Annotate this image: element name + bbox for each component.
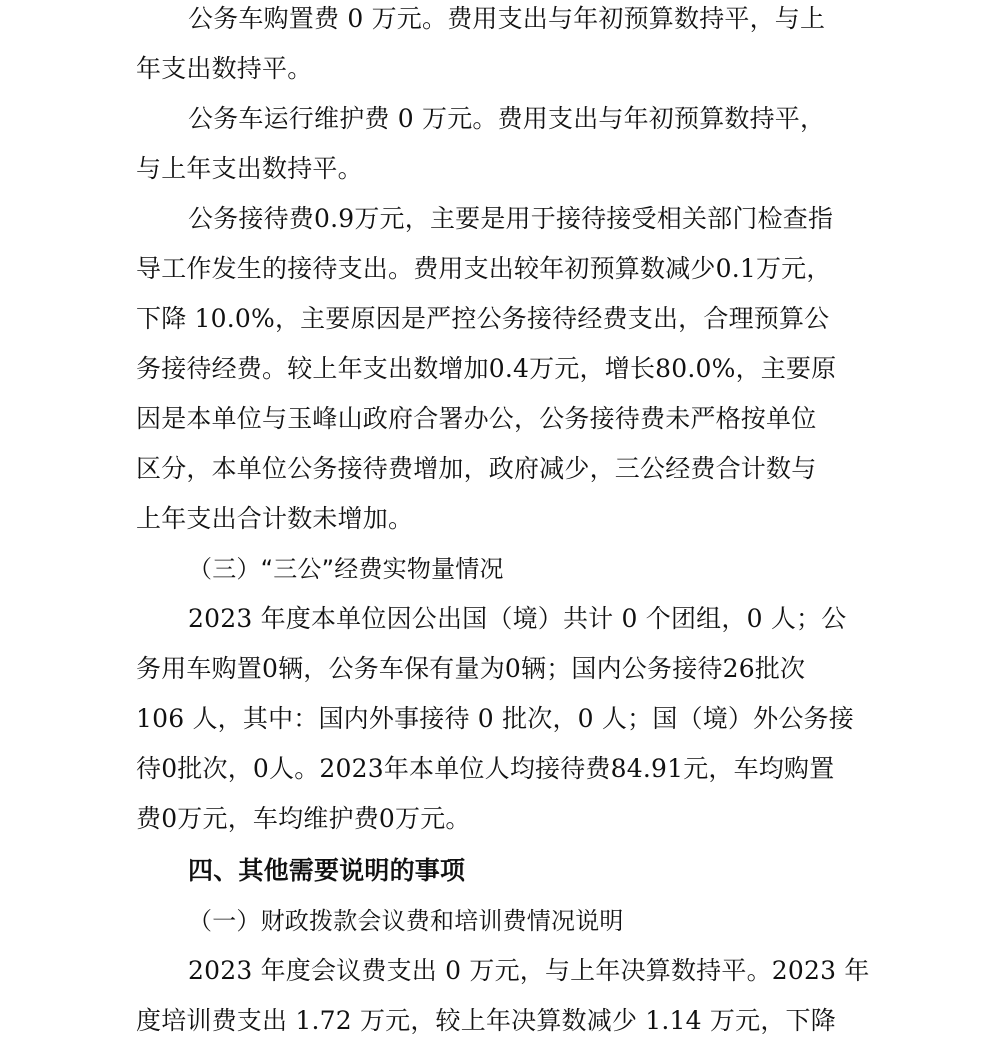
section-heading	[0, 846, 1000, 896]
paragraph-text: 2023 年度本单位因公出国（境）共计 0 个团组，0 人；公	[188, 604, 847, 633]
text-line	[0, 996, 1000, 1046]
text-line	[0, 94, 1000, 144]
subheading-text: （一）财政拨款会议费和培训费情况说明	[188, 907, 624, 935]
paragraph-text: 上年支出合计数未增加。	[136, 504, 414, 533]
text-line	[0, 0, 1000, 44]
text-line	[0, 194, 1000, 244]
paragraph-text: 106 人，其中：国内外事接待 0 批次，0 人；国（境）外公务接	[136, 704, 854, 733]
section-subheading	[0, 896, 1000, 946]
subheading-text: （三）“三公”经费实物量情况	[188, 555, 504, 583]
text-line	[0, 44, 1000, 94]
paragraph-text: 度培训费支出 1.72 万元，较上年决算数减少 1.14 万元，下降	[136, 1006, 836, 1035]
text-line	[0, 946, 1000, 996]
text-line	[0, 144, 1000, 194]
text-line	[0, 594, 1000, 644]
paragraph-text: 年支出数持平。	[136, 54, 313, 83]
paragraph-text: 公务车购置费 0 万元。费用支出与年初预算数持平，与上	[188, 4, 826, 33]
paragraph-text: 与上年支出数持平。	[136, 154, 363, 183]
paragraph-text: 务接待经费。较上年支出数增加0.4万元，增长80.0%，主要原	[136, 354, 837, 383]
paragraph-text: 区分，本单位公务接待费增加，政府减少，三公经费合计数与	[136, 454, 817, 483]
text-line	[0, 394, 1000, 444]
paragraph-text: 因是本单位与玉峰山政府合署办公，公务接待费未严格按单位	[136, 404, 817, 433]
paragraph-text: 2023 年度会议费支出 0 万元，与上年决算数持平。2023 年	[188, 956, 870, 985]
paragraph-text: 导工作发生的接待支出。费用支出较年初预算数减少0.1万元，	[136, 254, 832, 283]
paragraph-text: 公务接待费0.9万元，主要是用于接待接受相关部门检查指	[188, 204, 834, 233]
text-line	[0, 794, 1000, 844]
paragraph-text: 待0批次，0人。2023年本单位人均接待费84.91元，车均购置	[136, 754, 835, 783]
text-line	[0, 744, 1000, 794]
text-line	[0, 644, 1000, 694]
paragraph-text: 费0万元，车均维护费0万元。	[136, 804, 471, 833]
heading-text: 四、其他需要说明的事项	[188, 856, 466, 885]
paragraph-text: 公务车运行维护费 0 万元。费用支出与年初预算数持平，	[188, 104, 826, 133]
text-line	[0, 444, 1000, 494]
text-line	[0, 494, 1000, 544]
section-subheading	[0, 544, 1000, 594]
text-line	[0, 694, 1000, 744]
text-line	[0, 294, 1000, 344]
paragraph-text: 务用车购置0辆，公务车保有量为0辆；国内公务接待26批次	[136, 654, 806, 683]
paragraph-text: 下降 10.0%，主要原因是严控公务接待经费支出，合理预算公	[136, 304, 830, 333]
text-line	[0, 244, 1000, 294]
text-line	[0, 344, 1000, 394]
